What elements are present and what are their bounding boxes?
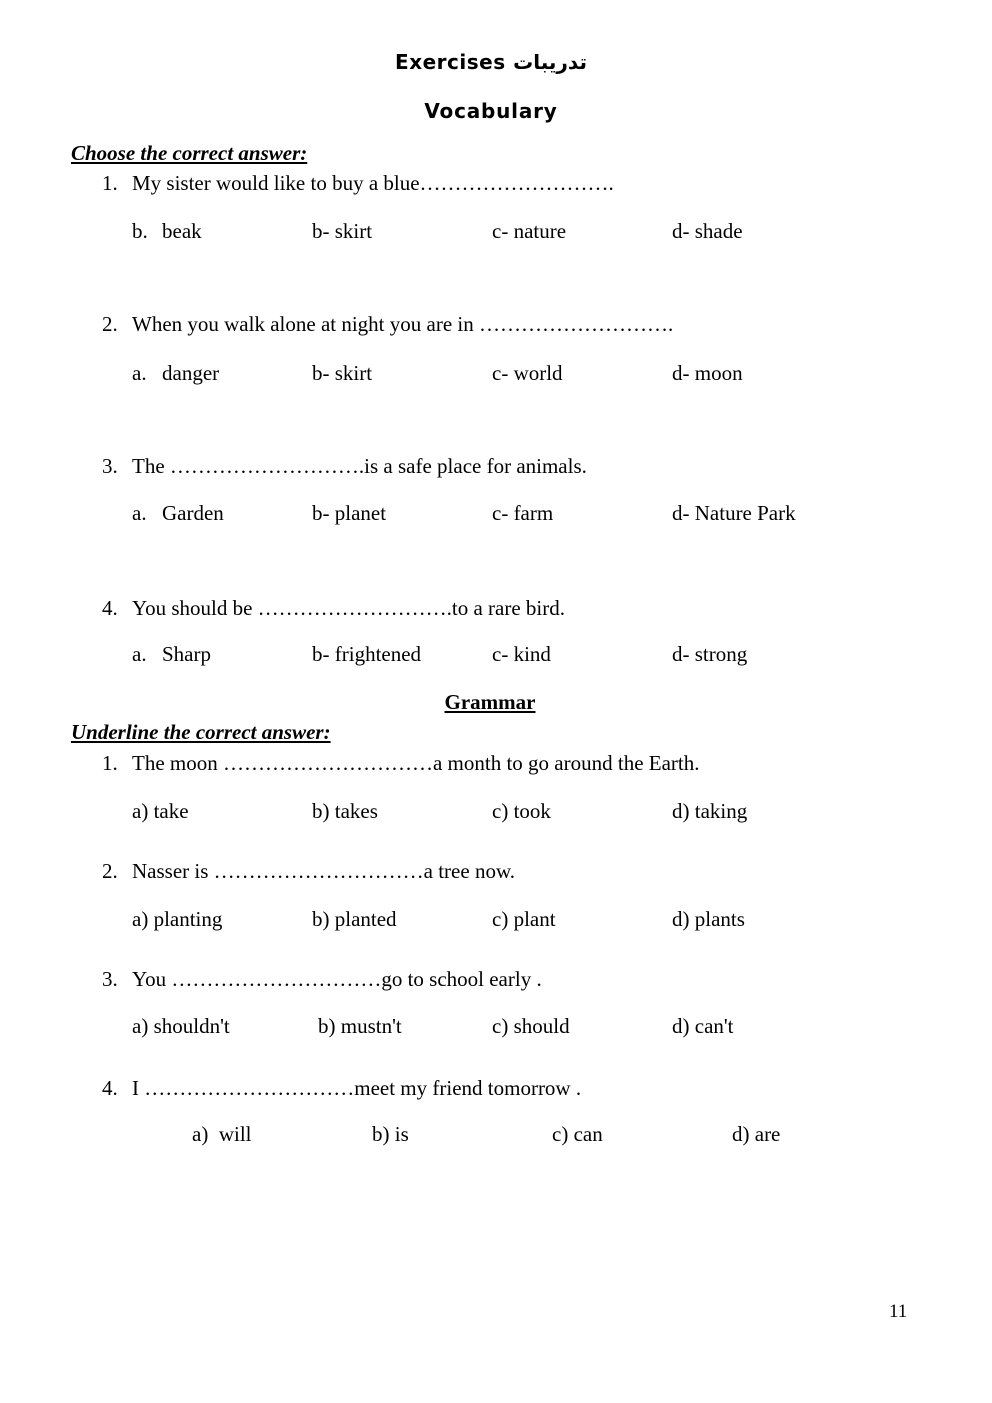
page-title: Exercises تدريبات (395, 50, 587, 74)
option-a: a) take (132, 799, 189, 823)
option-text: danger (162, 361, 220, 385)
question-row (102, 861, 515, 882)
section-title-vocabulary: Vocabulary (424, 99, 558, 123)
option-c: c) took (492, 799, 551, 823)
question-number: 2. (102, 312, 118, 336)
option-d: d) are (732, 1122, 781, 1146)
question-row (102, 598, 565, 619)
question-row (102, 314, 673, 335)
section-title-grammar: Grammar (444, 690, 536, 714)
option-a (132, 363, 219, 384)
option-d: d) plants (672, 907, 745, 931)
grammar-instruction: Underline the correct answer: (71, 720, 331, 744)
option-b: b- skirt (312, 361, 373, 385)
option-c: c) plant (492, 907, 556, 931)
page-number: 11 (889, 1301, 908, 1322)
question-text: The moon …………………………a month to go around the Earth. (132, 751, 700, 775)
option-d: d- Nature Park (672, 501, 796, 525)
option-c: c- world (492, 361, 563, 385)
option-text: beak (162, 219, 202, 243)
question-number: 3. (102, 454, 118, 478)
question-text: You …………………………go to school early . (132, 967, 542, 991)
option-letter: a. (132, 501, 147, 525)
option-letter: b. (132, 219, 148, 243)
question-row (102, 753, 700, 774)
option-c: c) should (492, 1014, 570, 1038)
option-letter: a. (132, 642, 147, 666)
option-d: d) taking (672, 799, 748, 823)
option-text: Garden (162, 501, 224, 525)
vocabulary-instruction: Choose the correct answer: (71, 141, 308, 165)
option-b: b- skirt (312, 219, 373, 243)
question-number: 4. (102, 596, 118, 620)
question-row (102, 173, 614, 194)
question-number: 1. (102, 171, 118, 195)
option-c: c- farm (492, 501, 554, 525)
option-a: a) planting (132, 907, 223, 931)
option-b: b) takes (312, 799, 378, 823)
question-row (102, 1078, 581, 1099)
question-text: Nasser is …………………………a tree now. (132, 859, 515, 883)
option-b: b- frightened (312, 642, 422, 666)
question-text: The ……………………….is a safe place for animals. (132, 454, 587, 478)
option-b: b) is (372, 1122, 409, 1146)
option-a (132, 644, 211, 665)
option-c: c- kind (492, 642, 551, 666)
option-text: Sharp (162, 642, 211, 666)
question-text: You should be ……………………….to a rare bird. (132, 596, 566, 620)
option-b: b) planted (312, 907, 397, 931)
question-text: I …………………………meet my friend tomorrow . (132, 1076, 582, 1100)
option-d: d- moon (672, 361, 743, 385)
option-c: c- nature (492, 219, 567, 243)
option-b: b) mustn't (318, 1014, 402, 1038)
option-a: a) shouldn't (132, 1014, 230, 1038)
question-number: 2. (102, 859, 118, 883)
option-a: a) will (192, 1122, 252, 1146)
option-c: c) can (552, 1122, 603, 1146)
option-b: b- planet (312, 501, 387, 525)
option-letter: a. (132, 361, 147, 385)
question-row (102, 456, 587, 477)
question-row (102, 969, 542, 990)
question-number: 3. (102, 967, 118, 991)
option-d: d) can't (672, 1014, 734, 1038)
option-d: d- strong (672, 642, 748, 666)
option-a (132, 503, 224, 524)
option-a (132, 221, 202, 242)
option-d: d- shade (672, 219, 743, 243)
question-number: 1. (102, 751, 118, 775)
question-text: When you walk alone at night you are in ………………………. (132, 312, 674, 336)
question-number: 4. (102, 1076, 118, 1100)
question-text: My sister would like to buy a blue………………………. (132, 171, 614, 195)
